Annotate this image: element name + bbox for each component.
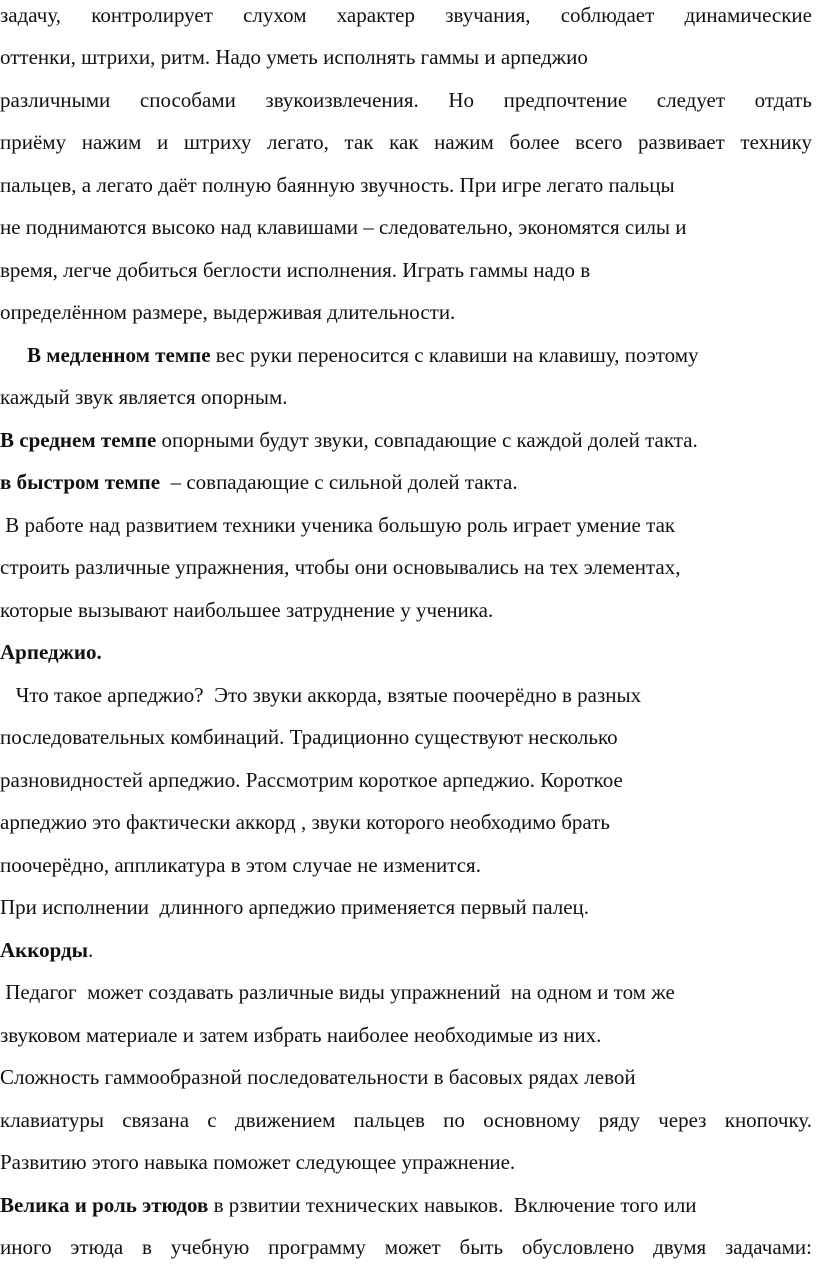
text-line: пальцев, а легато даёт полную баянную звучность. При игре легато пальцы xyxy=(0,173,675,197)
text-line: последовательных комбинаций. Традиционно существуют несколько xyxy=(0,725,618,749)
text-line: При исполнении длинного арпеджио применяется первый палец. xyxy=(0,895,590,919)
text-line: задачу, контролирует слухом характер звучания, соблюдает динамические xyxy=(0,3,812,27)
text-line: В работе над развитием техники ученика большую роль играет умение так xyxy=(0,513,676,537)
text-line: не поднимаются высоко над клавишами – следовательно, экономятся силы и xyxy=(0,215,687,239)
text-line: оттенки, штрихи, ритм. Надо уметь исполнять гаммы и арпеджио xyxy=(0,45,588,69)
chords-heading: Аккорды. xyxy=(0,938,94,962)
text-line: время, легче добиться беглости исполнения. Играть гаммы надо в xyxy=(0,258,591,282)
text-line: Развитию этого навыка поможет следующее упражнение. xyxy=(0,1150,516,1174)
text-line: иного этюда в учебную программу может быть обусловлено двумя задачами: xyxy=(0,1235,812,1259)
medium-tempo-paragraph xyxy=(0,428,698,452)
text-line: арпеджио это фактически аккорд , звуки которого необходимо брать xyxy=(0,810,610,834)
text-line: Сложность гаммообразной последовательности в басовых рядах левой xyxy=(0,1065,636,1089)
fast-tempo-text: – совпадающие с сильной долей такта. xyxy=(160,470,518,494)
slow-tempo-text: вес руки переносится с клавиши на клавишу, поэтому xyxy=(210,343,699,367)
text-line: определённом размере, выдерживая длительности. xyxy=(0,300,456,324)
etudes-paragraph xyxy=(0,1193,697,1217)
text-line: различными способами звукоизвлечения. Но предпочтение следует отдать xyxy=(0,88,812,112)
text-line: каждый звук является опорным. xyxy=(0,385,288,409)
text-line: клавиатуры связана с движением пальцев по основному ряду через кнопочку. xyxy=(0,1108,812,1132)
text-line: Педагог может создавать различные виды упражнений на одном и том же xyxy=(0,980,675,1004)
text-line: Что такое арпеджио? Это звуки аккорда, взятые поочерёдно в разных xyxy=(0,683,642,707)
slow-tempo-term: В медленном темпе xyxy=(27,343,211,367)
medium-tempo-text: опорными будут звуки, совпадающие с каждой долей такта. xyxy=(156,428,698,452)
text-line: которые вызывают наибольшее затруднение у ученика. xyxy=(0,598,494,622)
medium-tempo-term: В среднем темпе xyxy=(0,428,157,452)
text-line: строить различные упражнения, чтобы они основывались на тех элементах, xyxy=(0,555,681,579)
etudes-term: Велика и роль этюдов xyxy=(0,1193,209,1217)
text-line: звуковом материале и затем избрать наиболее необходимые из них. xyxy=(0,1023,602,1047)
etudes-text: в рзвитии технических навыков. Включение того или xyxy=(208,1193,697,1217)
text-line: разновидностей арпеджио. Рассмотрим короткое арпеджио. Короткое xyxy=(0,768,623,792)
text-line: поочерёдно, аппликатура в этом случае не изменится. xyxy=(0,853,481,877)
arpeggio-heading: Арпеджио. xyxy=(0,640,102,664)
slow-tempo-paragraph xyxy=(27,343,699,367)
text-line: приёму нажим и штриху легато, так как нажим более всего развивает технику xyxy=(0,130,812,154)
fast-tempo-paragraph xyxy=(0,470,518,494)
fast-tempo-term: в быстром темпе xyxy=(0,470,161,494)
